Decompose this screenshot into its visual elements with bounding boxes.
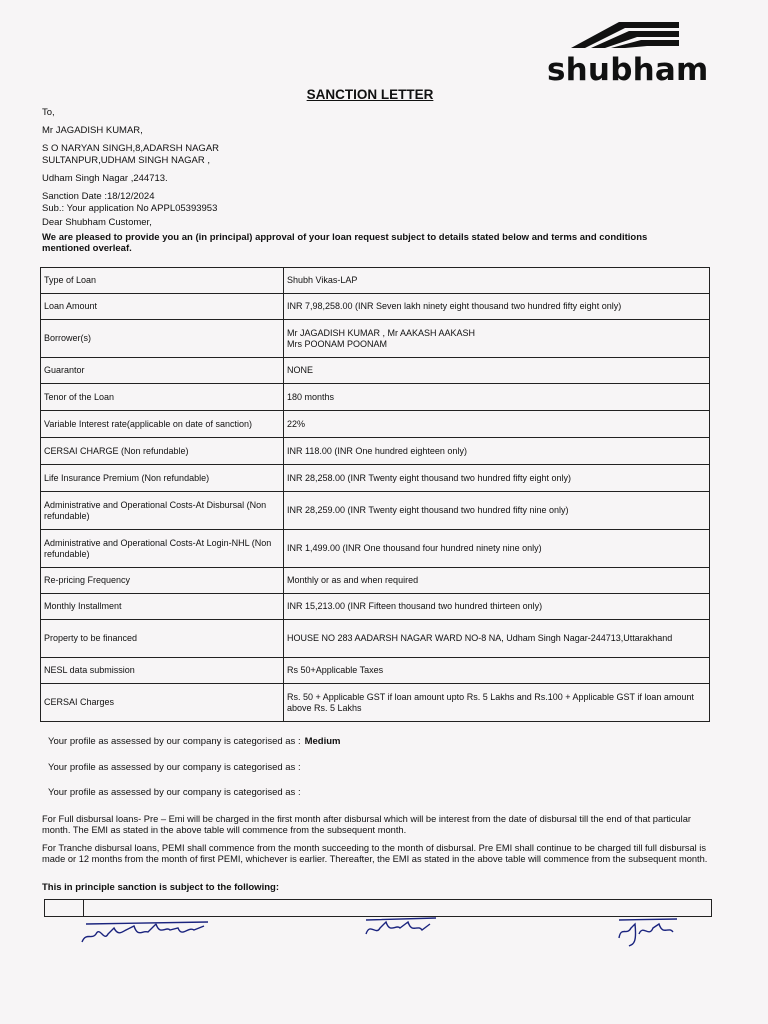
row-value: 180 months bbox=[284, 384, 710, 411]
row-label: Monthly Installment bbox=[41, 594, 284, 620]
row-label: Administrative and Operational Costs-At Login-NHL (Non refundable) bbox=[41, 530, 284, 568]
address-block bbox=[42, 107, 219, 215]
subject-line: Sub.: Your application No APPL05393953 bbox=[42, 203, 218, 214]
profile-text: Your profile as assessed by our company is categorised as : bbox=[48, 787, 301, 798]
profile-line-2 bbox=[48, 762, 305, 773]
signature-jagadish bbox=[78, 912, 218, 952]
row-label: Loan Amount bbox=[41, 294, 284, 320]
table-row bbox=[41, 411, 710, 438]
row-value: Rs 50+Applicable Taxes bbox=[284, 658, 710, 684]
tranche-disbursal-note: For Tranche disbursal loans, PEMI shall commence from the month succeeding to the month of disbursal. Pre EMI shall continue to be charged till full disbursal is made or 12 months from the month of first PEMI, whichever is earlier. Thereafter, the EMI as stated in the above table will commence from the subsequent month. bbox=[42, 843, 708, 864]
row-label: Borrower(s) bbox=[41, 320, 284, 358]
to-label: To, bbox=[42, 107, 55, 118]
roof-logo-icon bbox=[571, 18, 679, 50]
table-row bbox=[41, 658, 710, 684]
row-label: Property to be financed bbox=[41, 620, 284, 658]
row-label: Administrative and Operational Costs-At Disbursal (Non refundable) bbox=[41, 492, 284, 530]
row-value: INR 7,98,258.00 (INR Seven lakh ninety eight thousand two hundred fifty eight only) bbox=[284, 294, 710, 320]
table-row bbox=[41, 465, 710, 492]
profile-text: Your profile as assessed by our company is categorised as : bbox=[48, 762, 301, 773]
row-value: NONE bbox=[284, 358, 710, 384]
table-row bbox=[41, 358, 710, 384]
row-value: INR 28,258.00 (INR Twenty eight thousand two hundred fifty eight only) bbox=[284, 465, 710, 492]
row-value: INR 28,259.00 (INR Twenty eight thousand two hundred fifty nine only) bbox=[284, 492, 710, 530]
page-title: SANCTION LETTER bbox=[306, 87, 434, 102]
table-row bbox=[41, 530, 710, 568]
row-label: Variable Interest rate(applicable on date of sanction) bbox=[41, 411, 284, 438]
greeting: Dear Shubham Customer, bbox=[42, 217, 152, 228]
row-value: Shubh Vikas-LAP bbox=[284, 268, 710, 294]
row-label: CERSAI Charges bbox=[41, 684, 284, 722]
row-label: CERSAI CHARGE (Non refundable) bbox=[41, 438, 284, 465]
table-row bbox=[41, 294, 710, 320]
address-line-1: S O NARYAN SINGH,8,ADARSH NAGAR bbox=[42, 143, 220, 154]
row-value: Rs. 50 + Applicable GST if loan amount upto Rs. 5 Lakhs and Rs.100 + Applicable GST if loan amount above Rs. 5 Lakhs bbox=[284, 684, 710, 722]
loan-details-table bbox=[40, 267, 710, 722]
table-row bbox=[41, 268, 710, 294]
row-value: INR 15,213.00 (INR Fifteen thousand two hundred thirteen only) bbox=[284, 594, 710, 620]
table-row bbox=[41, 438, 710, 465]
profile-line-1 bbox=[48, 736, 340, 747]
signature-poonam bbox=[615, 914, 681, 948]
row-value: Monthly or as and when required bbox=[284, 568, 710, 594]
table-row bbox=[41, 384, 710, 411]
profile-value: Medium bbox=[304, 736, 341, 747]
signature-aakash bbox=[362, 912, 442, 942]
row-value: Mr JAGADISH KUMAR , Mr AAKASH AAKASH Mrs POONAM POONAM bbox=[284, 320, 710, 358]
row-value: 22% bbox=[284, 411, 710, 438]
address-line-3: Udham Singh Nagar ,244713. bbox=[42, 173, 168, 184]
table-row bbox=[41, 684, 710, 722]
sanction-date: Sanction Date :18/12/2024 bbox=[42, 191, 155, 202]
row-label: Tenor of the Loan bbox=[41, 384, 284, 411]
profile-line-3 bbox=[48, 787, 305, 798]
brand-logo bbox=[545, 18, 709, 88]
row-value: INR 1,499.00 (INR One thousand four hundred ninety nine only) bbox=[284, 530, 710, 568]
row-value: HOUSE NO 283 AADARSH NAGAR WARD NO-8 NA, Udham Singh Nagar-244713,Uttarakhand bbox=[284, 620, 710, 658]
table-row bbox=[41, 320, 710, 358]
address-line-2: SULTANPUR,UDHAM SINGH NAGAR , bbox=[42, 155, 211, 166]
recipient-name: Mr JAGADISH KUMAR, bbox=[42, 125, 143, 136]
row-label: Re-pricing Frequency bbox=[41, 568, 284, 594]
intro-text: We are pleased to provide you an (in principal) approval of your loan request subject to details stated below and terms and conditions mentioned overleaf. bbox=[42, 232, 648, 254]
table-row bbox=[41, 594, 710, 620]
table-row bbox=[41, 568, 710, 594]
profile-text: Your profile as assessed by our company is categorised as : bbox=[48, 736, 301, 747]
full-disbursal-note: For Full disbursal loans- Pre – Emi will be charged in the first month after disbursal which will be interest from the date of disbursal till the end of that particular month. The EMI as stated in the above table will commence from the subsequent month. bbox=[42, 814, 692, 835]
row-label: Guarantor bbox=[41, 358, 284, 384]
row-label: Type of Loan bbox=[41, 268, 284, 294]
brand-name: shubham bbox=[547, 52, 709, 88]
row-value: INR 118.00 (INR One hundred eighteen only) bbox=[284, 438, 710, 465]
subject-to-heading: This in principle sanction is subject to the following: bbox=[42, 882, 279, 893]
table-row bbox=[41, 620, 710, 658]
table-row bbox=[41, 492, 710, 530]
greeting-block bbox=[42, 217, 682, 254]
row-label: Life Insurance Premium (Non refundable) bbox=[41, 465, 284, 492]
row-label: NESL data submission bbox=[41, 658, 284, 684]
